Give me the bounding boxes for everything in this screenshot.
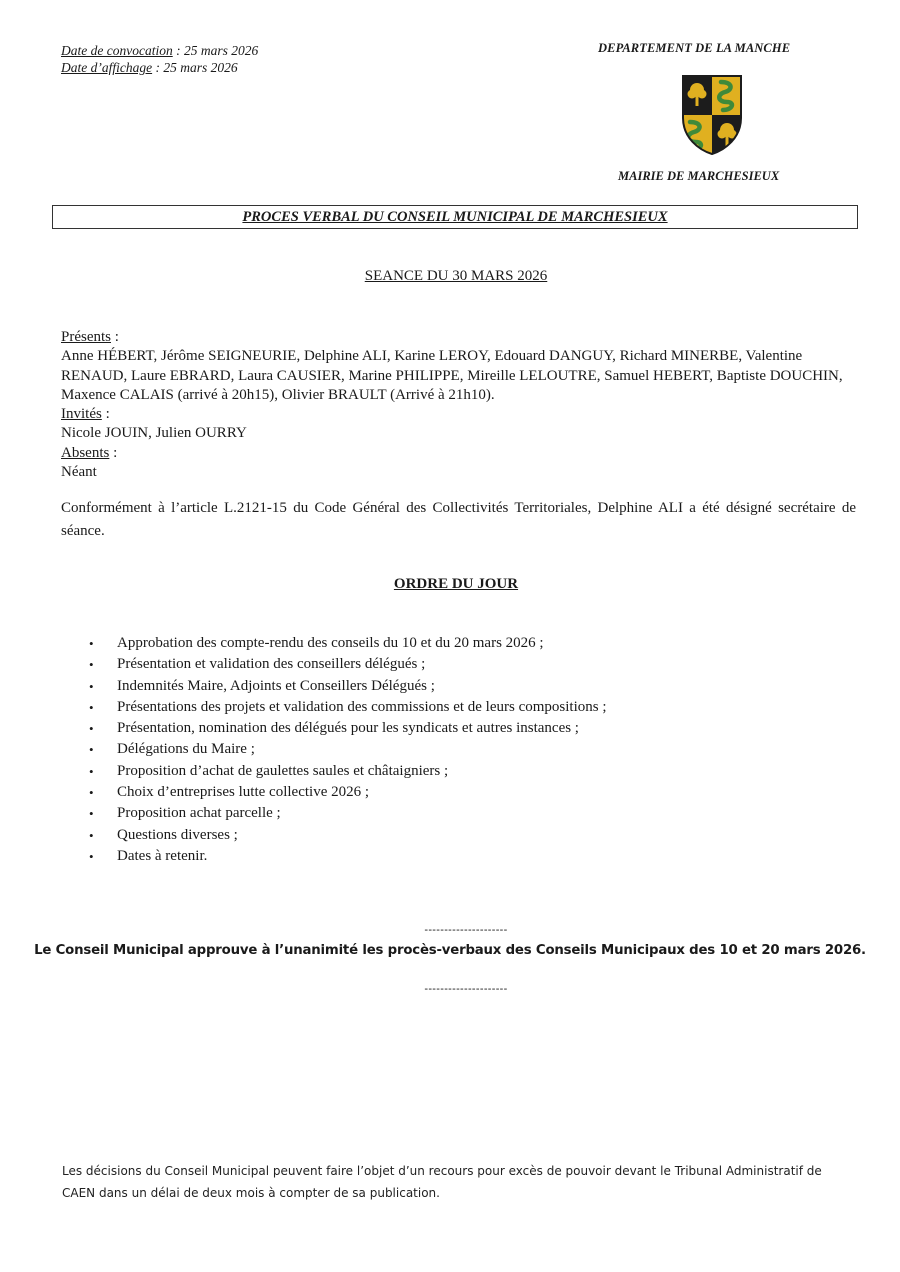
bullet-icon: • [89,678,94,694]
approval-statement: Le Conseil Municipal approuve à l’unanimité les procès-verbaux des Conseils Municipaux des 10 et 20 mars 2026. [34,943,866,958]
bullet-icon: • [89,636,94,651]
bullet-icon: • [89,657,94,673]
agenda-heading: ORDRE DU JOUR [393,576,519,592]
department-name: DEPARTEMENT DE LA MANCHE [598,41,791,55]
list-item: • Délégations du Maire ; [89,739,607,760]
presents-heading: Présents : [61,329,119,345]
mairie-name: MAIRIE DE MARCHESIEUX [618,169,780,183]
coat-of-arms-icon [681,74,743,156]
separator-top: --------------------- [424,924,508,936]
bullet-icon: • [89,806,94,822]
legal-footer: Les décisions du Conseil Municipal peuvent faire l’objet d’un recours pour excès de pouvoir devant le Tribunal Administratif de CAEN dans un délai de deux mois à compter de sa publication. [62,1164,822,1200]
list-item: • Indemnités Maire, Adjoints et Conseillers Délégués ; [89,676,607,697]
invites-heading: Invités : [61,406,110,423]
affichage-date: Date d’affichage : 25 mars 2026 [61,60,238,75]
bullet-icon: • [89,848,94,864]
list-item: • Proposition d’achat de gaulettes saules et châtaigniers ; [89,761,607,782]
list-item: • Présentations des projets et validation des commissions et de leurs compositions ; [89,697,607,718]
list-item: • Approbation des compte-rendu des conseils du 10 et du 20 mars 2026 ; [89,633,607,654]
absents-heading: Absents : [61,444,118,461]
bullet-icon: • [89,827,94,843]
convocation-date: Date de convocation : 25 mars 2026 [61,43,259,58]
convocation-dates [61,42,258,76]
separator-bottom: --------------------- [424,983,508,995]
list-item: • Questions diverses ; [89,825,607,846]
document-title-box [52,205,858,229]
document-title: PROCES VERBAL DU CONSEIL MUNICIPAL DE MARCHESIEUX [242,209,668,225]
list-item: • Dates à retenir. [89,846,607,867]
attendance-section [61,328,851,482]
invites-list: Nicole JOUIN, Julien OURRY [61,425,247,442]
presents-list: Anne HÉBERT, Jérôme SEIGNEURIE, Delphine ALI, Karine LEROY, Edouard DANGUY, Richard MINERBE, Valentine RENAUD, Laure EBRARD, Laura CAUSIER, Marine PHILIPPE, Mireille LELOUTRE, Samuel HEBERT, Baptiste DOUCHIN, Maxence CALAIS (arrivé à 20h15), Olivier BRAULT (Arrivé à 21h10). [61,348,843,403]
agenda-list [89,633,607,867]
bullet-icon: • [89,699,94,715]
secretary-paragraph: Conformément à l’article L.2121-15 du Code Général des Collectivités Territoriales, Delphine ALI a été désigné secrétaire de séance. [61,500,856,539]
seance-heading: SEANCE DU 30 MARS 2026 [364,268,548,284]
bullet-icon: • [89,742,94,758]
list-item: • Présentation et validation des conseillers délégués ; [89,654,607,675]
absents-list: Néant [61,464,97,481]
list-item: • Proposition achat parcelle ; [89,803,607,824]
bullet-icon: • [89,721,94,737]
list-item: • Présentation, nomination des délégués pour les syndicats et autres instances ; [89,718,607,739]
list-item: • Choix d’entreprises lutte collective 2026 ; [89,782,607,803]
bullet-icon: • [89,785,94,801]
bullet-icon: • [89,763,94,779]
